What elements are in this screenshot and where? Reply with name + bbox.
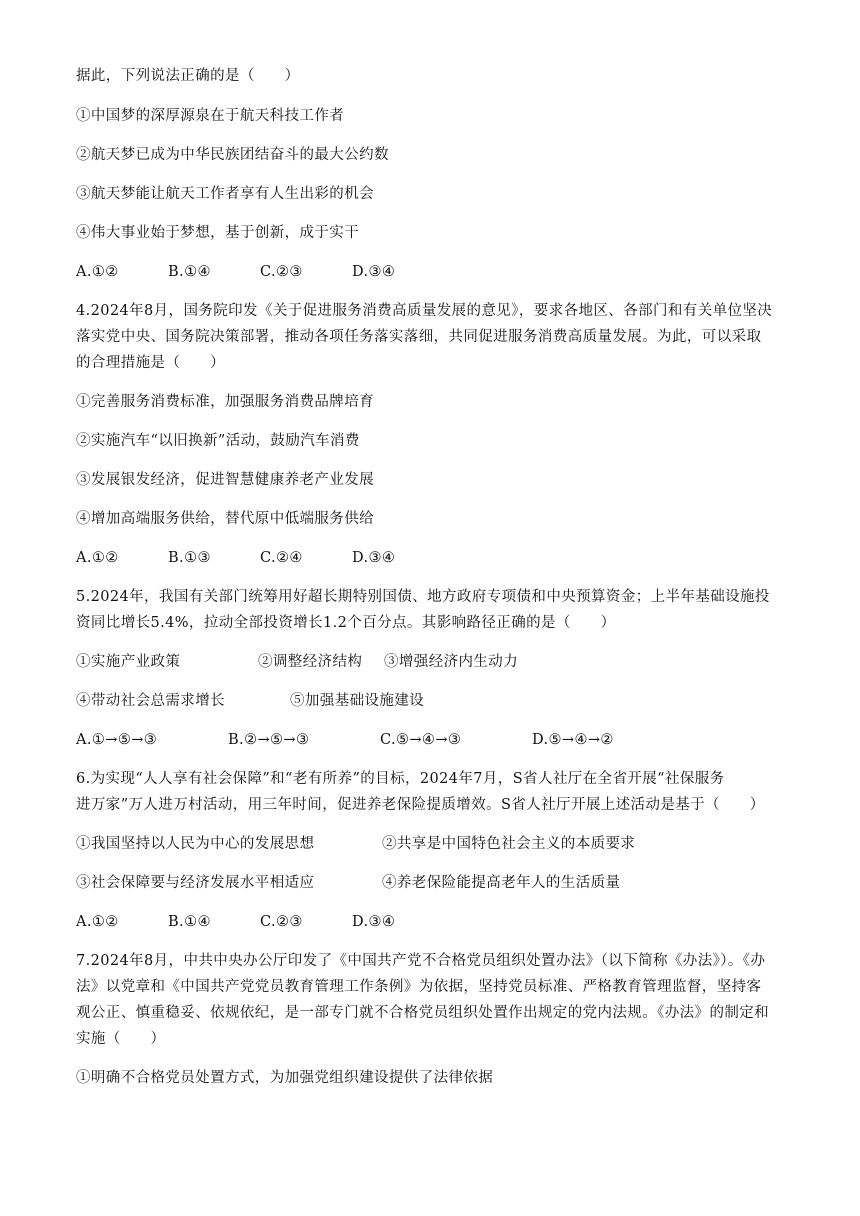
question-7-stem-line-1: 7.2024年8月，中共中央办公厅印发了《中国共产党不合格党员组织处置办法》（以下简称《办法》）。《办 (76, 953, 766, 969)
choice-d: D.③④ (352, 264, 396, 280)
question-3-item-3: ③航天梦能让航天工作者享有人生出彩的机会 (76, 186, 374, 202)
question-5-item-5: ⑤加强基础设施建设 (290, 693, 425, 709)
choice-d: D.③④ (352, 914, 396, 930)
question-4-stem-line-1: 4.2024年8月，国务院印发《关于促进服务消费高质量发展的意见》，要求各地区、各部门和有关单位坚决 (76, 303, 773, 319)
question-6-item-2: ②共享是中国特色社会主义的本质要求 (382, 836, 636, 852)
choice-a: A.①② (76, 914, 119, 930)
question-3-item-2: ②航天梦已成为中华民族团结奋斗的最大公约数 (76, 147, 389, 163)
question-5-stem-line-2: 资同比增长5.4%，拉动全部投资增长1.2个百分点。其影响路径正确的是（ ） (76, 615, 616, 631)
question-6-stem-line-1: 6.为实现“人人享有社会保障”和“老有所养”的目标，2024年7月，S省人社厅在全省开展“社保服务 (76, 771, 725, 787)
question-4-item-1: ①完善服务消费标准，加强服务消费品牌培育 (76, 394, 374, 410)
question-7-stem-line-4: 实施（ ） (76, 1031, 166, 1047)
choice-d: D.⑤→④→② (532, 732, 614, 748)
choice-a: A.①→⑤→③ (76, 732, 158, 748)
question-3-item-1: ①中国梦的深厚源泉在于航天科技工作者 (76, 108, 345, 124)
choice-a: A.①② (76, 550, 119, 566)
question-5-item-3: ③增强经济内生动力 (384, 654, 519, 670)
choice-c: C.②③ (260, 914, 303, 930)
choice-b: B.①④ (168, 264, 211, 280)
choice-b: B.①④ (168, 914, 211, 930)
choice-a: A.①② (76, 264, 119, 280)
question-7-stem-line-2: 法》以党章和《中国共产党党员教育管理工作条例》为依据，坚持党员标准、严格教育管理监督，坚持客 (76, 979, 762, 995)
question-6-stem-line-2: 进万家”万人进万村活动，用三年时间，促进养老保险提质增效。S省人社厅开展上述活动是基于（ ） (76, 797, 765, 813)
question-6-item-3: ③社会保障要与经济发展水平相适应 (76, 875, 315, 891)
question-4-stem-line-3: 的合理措施是（ ） (76, 355, 225, 371)
question-4-item-2: ②实施汽车“以旧换新”活动，鼓励汽车消费 (76, 433, 360, 449)
choice-c: C.②④ (260, 550, 303, 566)
question-4-item-4: ④增加高端服务供给，替代原中低端服务供给 (76, 511, 374, 527)
choice-b: B.②→⑤→③ (228, 732, 310, 748)
question-5-item-4: ④带动社会总需求增长 (76, 693, 225, 709)
question-5-item-2: ②调整经济结构 (258, 654, 363, 670)
question-5-stem-line-1: 5.2024年，我国有关部门统筹用好超长期特别国债、地方政府专项债和中央预算资金；上半年基础设施投 (76, 589, 770, 605)
question-4-item-3: ③发展银发经济，促进智慧健康养老产业发展 (76, 472, 374, 488)
question-6-item-4: ④养老保险能提高老年人的生活质量 (382, 875, 621, 891)
question-7-stem-line-3: 观公正、慎重稳妥、依规依纪，是一部专门就不合格党员组织处置作出规定的党内法规。《办法》的制定和 (76, 1005, 770, 1021)
choice-b: B.①③ (168, 550, 211, 566)
question-3-item-4: ④伟大事业始于梦想，基于创新，成于实干 (76, 225, 360, 241)
question-7-item-1: ①明确不合格党员处置方式，为加强党组织建设提供了法律依据 (76, 1070, 494, 1086)
choice-c: C.⑤→④→③ (380, 732, 462, 748)
question-3-prompt: 据此，下列说法正确的是（ ） (76, 68, 300, 84)
choice-d: D.③④ (352, 550, 396, 566)
question-5-item-1: ①实施产业政策 (76, 654, 181, 670)
choice-c: C.②③ (260, 264, 303, 280)
question-4-stem-line-2: 落实党中央、国务院决策部署，推动各项任务落实落细，共同促进服务消费高质量发展。为此，可以采取 (76, 329, 762, 345)
question-6-item-1: ①我国坚持以人民为中心的发展思想 (76, 836, 315, 852)
